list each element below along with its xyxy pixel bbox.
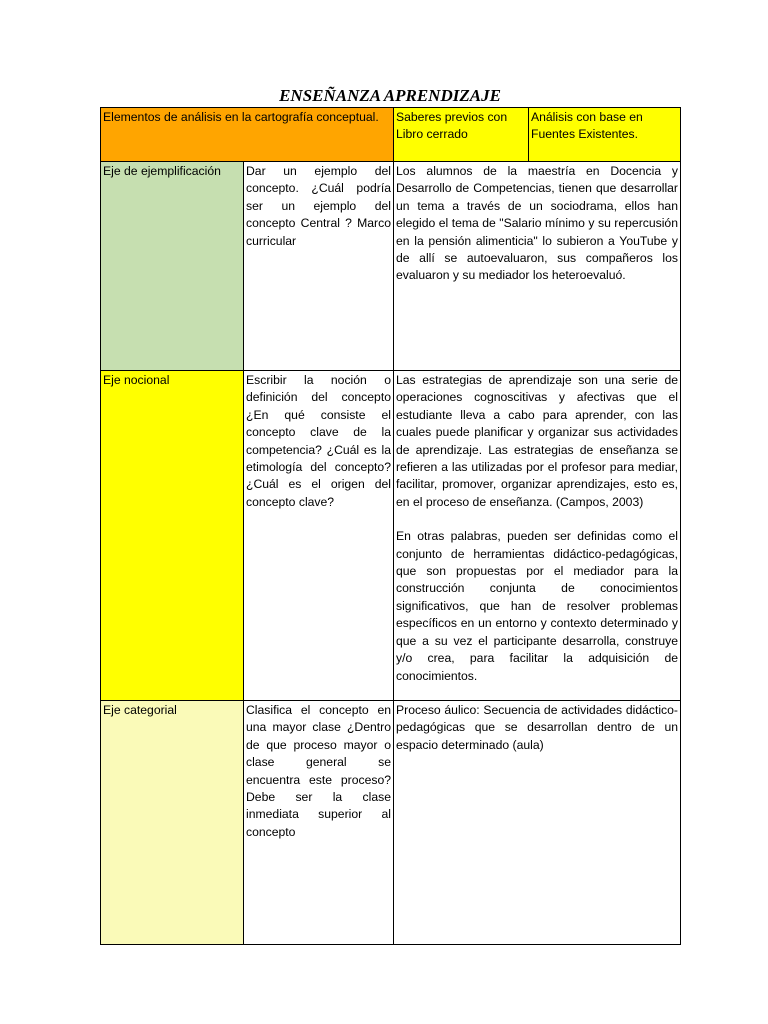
header-elements-cell: Elementos de análisis en la cartografía conceptual. xyxy=(101,108,394,162)
header-prior-knowledge-cell: Saberes previos con Libro cerrado xyxy=(394,108,529,162)
concept-mapping-table xyxy=(100,107,681,945)
page-title: ENSEÑANZA APRENDIZAJE xyxy=(279,86,501,105)
analysis-paragraph: Proceso áulico: Secuencia de actividades didáctico-pedagógicas que se desarrollan dentro de un espacio determinado (aula) xyxy=(396,703,678,752)
row-label-cell xyxy=(101,162,244,371)
analysis-paragraph: Los alumnos de la maestría en Docencia y Desarrollo de Competencias, tienen que desarrollar un tema a través de un sociodrama, ellos han elegido el tema de "Salario mínimo y su repercusión en la pensión alimenticia" lo subieron a YouTube y de allí se autoevaluaron, sus compañeros los evaluaron y su mediador los heteroevaluó. xyxy=(396,164,678,283)
analysis-paragraph: En otras palabras, pueden ser definidas como el conjunto de herramientas didáctico-pedagógicas, que son propuestas por el mediador para la construcción conjunta de conocimientos significativos, que han de resolver problemas específicos en un entorno y contexto determinado y que a su vez el participante desarrolla, construye y/o crea, para facilitar la adquisición de conocimientos. xyxy=(396,529,678,683)
table-row xyxy=(101,162,681,371)
row-question-cell: Escribir la noción o definición del concepto ¿En qué consiste el concepto clave de la competencia? ¿Cuál es la etimología del concepto? ¿Cuál es el origen del concepto clave? xyxy=(244,371,394,701)
row-label: Eje nocional xyxy=(103,373,170,387)
row-question-cell: Dar un ejemplo del concepto. ¿Cuál podría ser un ejemplo del concepto Central ? Marco curricular xyxy=(244,162,394,371)
row-label: Eje categorial xyxy=(103,703,177,717)
row-analysis-cell xyxy=(394,162,681,371)
row-analysis-cell xyxy=(394,701,681,945)
row-label-cell xyxy=(101,701,244,945)
table-row xyxy=(101,701,681,945)
header-sources-cell: Análisis con base en Fuentes Existentes. xyxy=(529,108,681,162)
analysis-paragraph: Las estrategias de aprendizaje son una serie de operaciones cognoscitivas y afectivas que el estudiante lleva a cabo para aprender, con las cuales puede planificar y organizar sus actividades de aprendizaje. Las estrategias de enseñanza se refieren a las utilizadas por el profesor para mediar, facilitar, promover, organizar aprendizajes, esto es, en el proceso de enseñanza. (Campos, 2003) xyxy=(396,373,678,509)
row-label-cell xyxy=(101,371,244,701)
row-analysis-cell xyxy=(394,371,681,701)
row-question-cell: Clasifica el concepto en una mayor clase ¿Dentro de que proceso mayor o clase general se encuentra este proceso? Debe ser la clase inmediata superior al concepto xyxy=(244,701,394,945)
table-row xyxy=(101,371,681,701)
table-header-row xyxy=(101,108,681,162)
row-label: Eje de ejemplificación xyxy=(103,164,221,178)
